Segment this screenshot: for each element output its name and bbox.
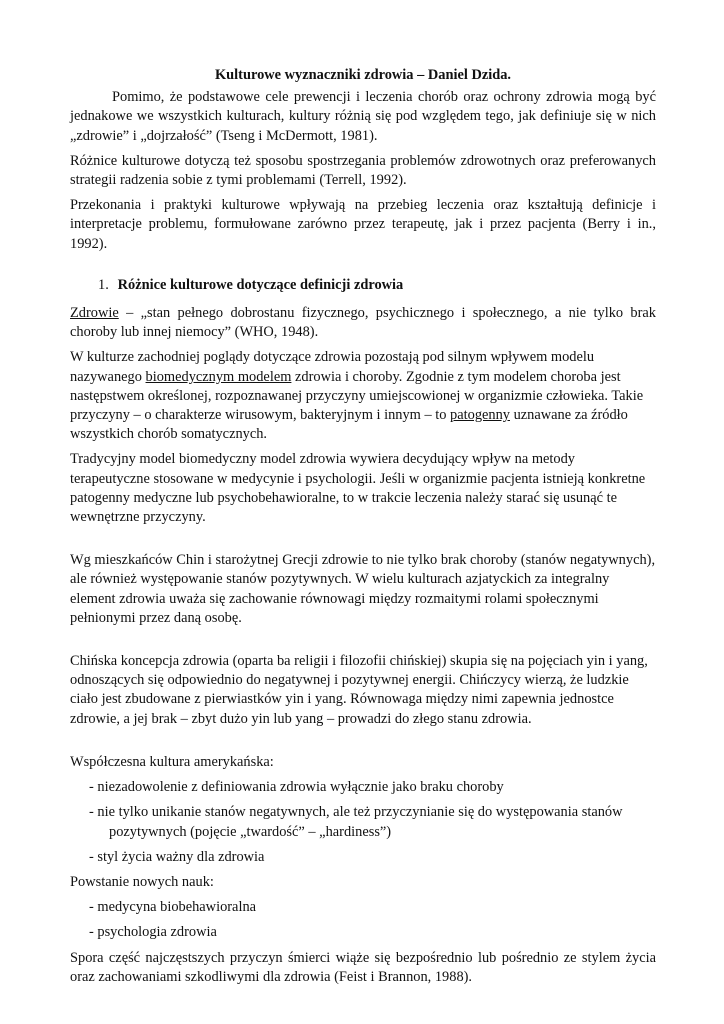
american-item-1: - niezadowolenie z definiowania zdrowia wyłącznie jako braku choroby: [89, 779, 504, 796]
definition-term: Zdrowie: [70, 305, 119, 322]
definition-paragraph: [70, 304, 656, 342]
section-heading: [70, 276, 656, 295]
definition-text: – „stan pełnego dobrostanu fizycznego, psychicznego i społecznego, a nie tylko brak choroby lub innej niemocy” (WHO, 1948).: [70, 305, 656, 341]
conclusion-paragraph: Spora część najczęstszych przyczyn śmierci wiąże się bezpośrednio lub pośrednio ze stylem życia oraz zachowaniami szkodliwymi dla zdrowia (Feist i Brannon, 1988).: [70, 949, 656, 985]
new-sciences-item-2: - psychologia zdrowia: [89, 924, 217, 941]
american-item-2: [70, 803, 656, 841]
biomedical-model-term: biomedycznym modelem: [145, 368, 292, 385]
western-text-2: zdrowia i choroby. Zgodnie z tym modelem choroba jest następstwem określonej, rozpoznawanej przyczyny umiejscowionej w organizmie człowieka. Takie przyczyny – o charakterze wirusowym, bakteryjnym i innym – to: [70, 368, 644, 424]
intro-paragraph-1: Pomimo, że podstawowe cele prewencji i leczenia chorób oraz ochrony zdrowia mogą być jednakowe we wszystkich kulturach, kultury różnią się pod względem tego, jak definiuje się w nich „zdrowie” i „dojrzałość” (Tseng i McDermott, 1981).: [70, 89, 656, 144]
chinese-concept-paragraph: Chińska koncepcja zdrowia (oparta ba religii i filozofii chińskiej) skupia się na pojęciach yin i yang, odnoszących się odpowiednio do negatywnej i pozytywnej energii. Chińczycy wierzą, że ludzkie ciało jest zbudowane z pierwiastków yin i yang. Równowaga między nimi zapewnia jednostce zdrowie, a jej brak – zbyt dużo yin lub yang – prowadzi do złego stanu zdrowia.: [70, 653, 648, 727]
intro-paragraph-2: Różnice kulturowe dotyczą też sposobu spostrzegania problemów zdrowotnych oraz preferowanych strategii radzenia sobie z tymi problemami (Terrell, 1992).: [70, 152, 656, 189]
western-text-1: W kulturze zachodniej poglądy dotyczące zdrowia pozostają pod silnym wpływem modelu nazywanego: [70, 349, 595, 385]
document-title: Kulturowe wyznaczniki zdrowia – Daniel Dzida.: [214, 67, 512, 83]
section-heading-text: Różnice kulturowe dotyczące definicji zdrowia: [117, 276, 404, 293]
intro-paragraph-3: Przekonania i praktyki kulturowe wpływają na przebieg leczenia oraz kształtują definicje i interpretacje problemu, formułowane zarówno przez terapeutę, jak i przez pacjenta (Berry i in., 1992).: [70, 197, 656, 252]
new-sciences-label: Powstanie nowych nauk:: [70, 873, 214, 890]
section-number: 1.: [98, 276, 109, 293]
american-item-3: - styl życia ważny dla zdrowia: [89, 848, 265, 865]
american-item-2-line-2: pozytywnych (pojęcie „twardość” – „hardiness”): [109, 823, 392, 840]
traditional-model-paragraph: Tradycyjny model biomedyczny model zdrowia wywiera decydujący wpływ na metody terapeutyczne stosowane w medycynie i psychologii. Jeśli w organizmie pacjenta istnieją konkretne patogenny medyczne lub psychobehawioralne, to w trakcie leczenia należy starać się usunąć te wewnętrzne przyczyny.: [70, 451, 646, 526]
american-item-2-line-1: - nie tylko unikanie stanów negatywnych, ale też przyczynianie się do występowania stanów: [89, 804, 623, 821]
western-paragraph: [70, 348, 656, 444]
new-sciences-item-1: - medycyna biobehawioralna: [89, 899, 257, 916]
american-culture-label: Współczesna kultura amerykańska:: [70, 753, 274, 770]
document-page: [70, 66, 656, 987]
western-text-3: uznawane za źródło wszystkich chorób somatycznych.: [70, 407, 628, 443]
china-greece-paragraph: Wg mieszkańców Chin i starożytnej Grecji zdrowie to nie tylko brak choroby (stanów negatywnych), ale również występowanie stanów pozytywnych. W wielu kulturach azjatyckich za integralny element zdrowia uważa się zachowanie równowagi między rozmaitymi rolami społecznymi pełnionymi przez daną osobę.: [70, 552, 656, 626]
pathogens-term: patogenny: [450, 407, 510, 424]
